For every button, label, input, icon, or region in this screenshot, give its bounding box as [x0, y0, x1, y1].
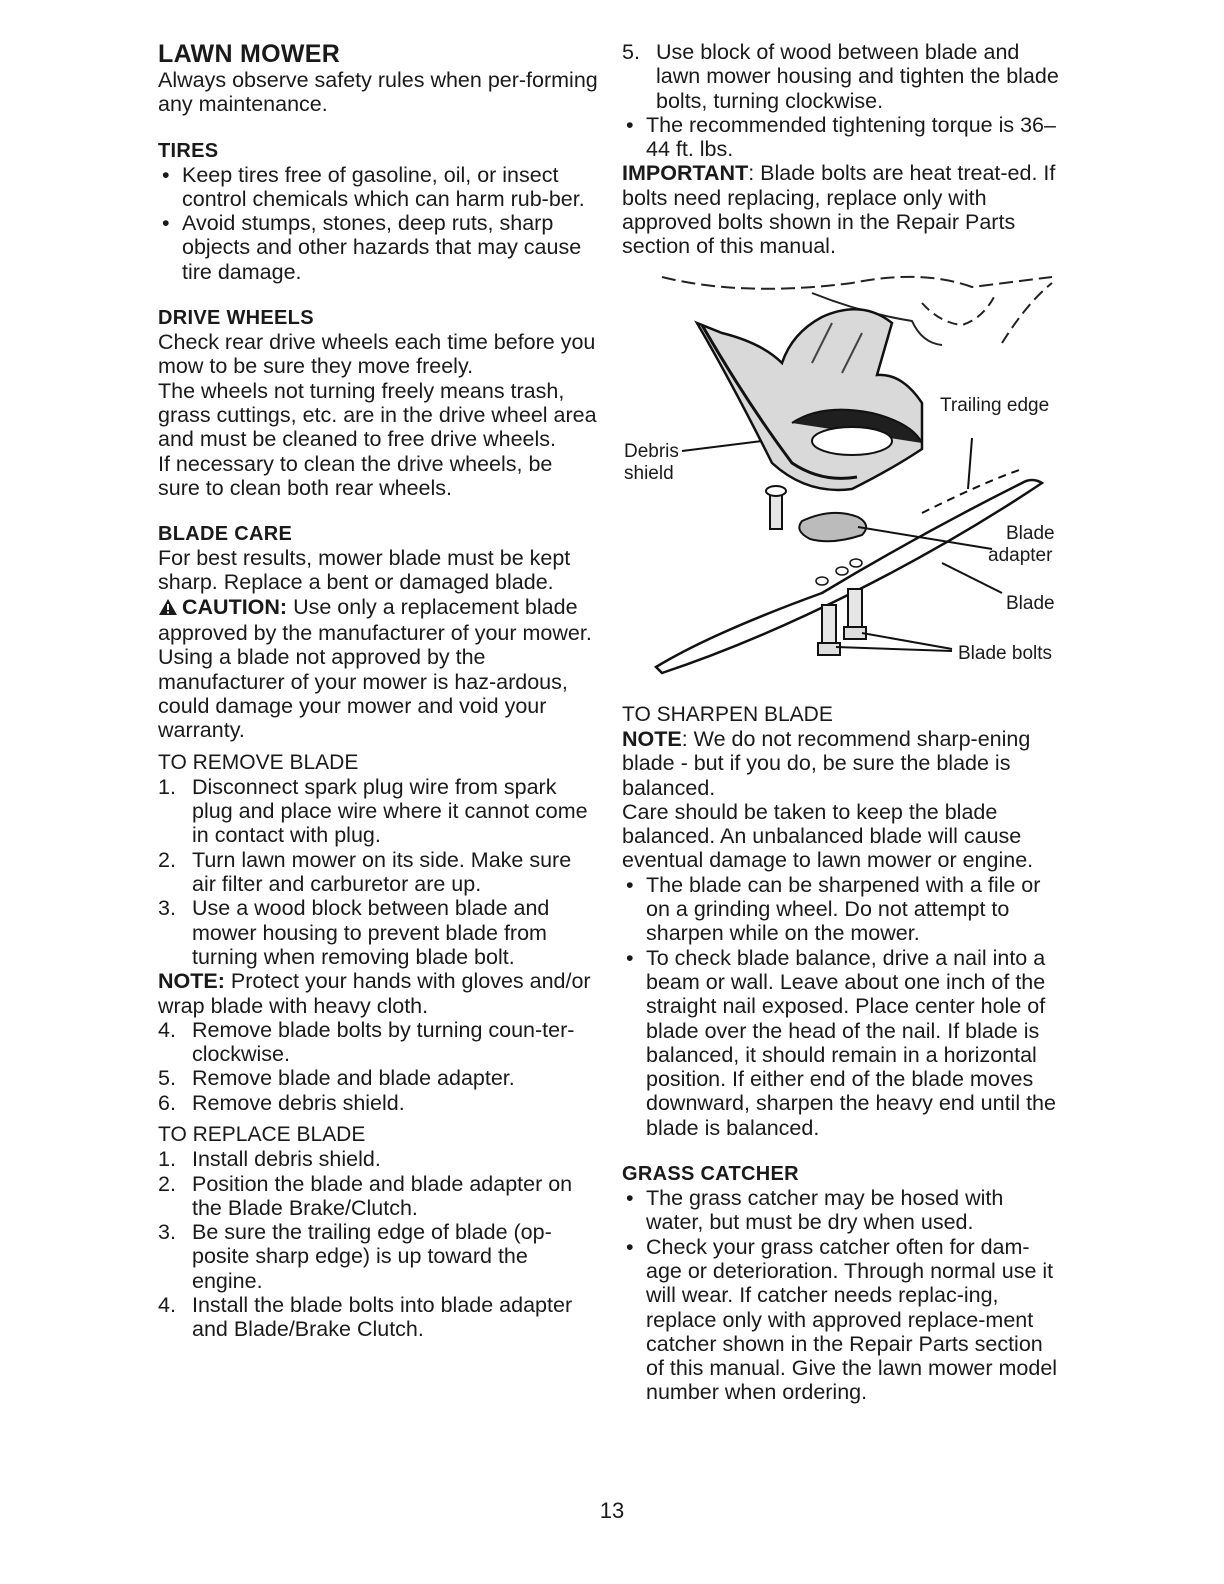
list-item: • Avoid stumps, stones, deep ruts, sharp objects and other hazards that may cause tire damage.: [158, 211, 598, 284]
blade-assembly-illustration: [622, 263, 1062, 703]
lawn-mower-intro: Always observe safety rules when per-forming any maintenance.: [158, 68, 598, 117]
list-item: 2. Turn lawn mower on its side. Make sure air filter and carburetor are up.: [158, 847, 572, 897]
important-paragraph: IMPORTANT: Blade bolts are heat treat-ed. If bolts need replacing, replace only with approved bolts shown in the Repair Parts section of this manual.: [622, 161, 1056, 259]
page-number: 13: [599, 1498, 625, 1523]
caution-text: Use only a replacement blade approved by the manufacturer of your mower. Using a blade not approved by the manufacturer of your mower is haz-ardous, could damage your mower and void your warranty.: [158, 594, 592, 743]
grass-catcher-list: [622, 1186, 1062, 1405]
list-item: 5. Use block of wood between blade and lawn mower housing and tighten the blade bolts, turning clockwise.: [622, 40, 1059, 113]
sharpen-blade-note: NOTE: We do not recommend sharp-ening blade - but if you do, be sure the blade is balanced.: [622, 726, 1031, 800]
leader-blade-bolts: [836, 647, 952, 651]
label-debris-shield-line1: Debris: [624, 440, 679, 462]
label-blade: Blade: [1006, 592, 1055, 614]
list-item: 3. Be sure the trailing edge of blade (op-posite sharp edge) is up toward the engine.: [158, 1220, 552, 1293]
label-debris-shield-line2: shield: [624, 462, 674, 484]
replace-blade-steps: [158, 1147, 598, 1341]
list-item: 4. Remove blade bolts by turning coun-ter-clockwise.: [158, 1017, 575, 1067]
list-item: • The grass catcher may be hosed with water, but must be dry when used.: [622, 1186, 1062, 1235]
drive-wheels-heading: DRIVE WHEELS: [158, 307, 314, 330]
list-item: • Keep tires free of gasoline, oil, or insect control chemicals which can harm rub-ber.: [158, 163, 598, 212]
drive-wheels-paragraph: The wheels not turning freely means trash, grass cuttings, etc. are in the drive wheel area and must be cleaned to free drive wheels.: [158, 378, 597, 452]
replace-blade-steps-continued: [622, 40, 1062, 113]
right-column: [622, 40, 1062, 1405]
blade-assembly-diagram: [622, 263, 1062, 703]
label-blade-bolts: Blade bolts: [958, 642, 1053, 664]
remove-blade-heading: TO REMOVE BLADE: [158, 750, 359, 774]
warning-triangle-icon: [158, 597, 178, 621]
remove-blade-note: NOTE: Protect your hands with gloves and/or wrap blade with heavy cloth.: [158, 969, 591, 1018]
blade-care-heading: BLADE CARE: [158, 523, 293, 546]
tires-list: [158, 163, 598, 284]
label-trailing-edge: Trailing edge: [940, 394, 1050, 416]
list-item: 2. Position the blade and blade adapter on the Blade Brake/Clutch.: [158, 1171, 573, 1220]
label-blade-adapter-line2: adapter: [988, 544, 1053, 566]
drive-wheels-paragraph: If necessary to clean the drive wheels, be sure to clean both rear wheels.: [158, 451, 553, 500]
sharpen-blade-heading: TO SHARPEN BLADE: [622, 702, 833, 726]
leader-debris-shield: [682, 441, 762, 451]
sharpen-blade-paragraph: Care should be taken to keep the blade balanced. An unbalanced blade will cause eventual damage to lawn mower or engine.: [622, 799, 1034, 873]
list-item: • The blade can be sharpened with a file or on a grinding wheel. Do not attempt to sharpen while on the mower.: [622, 873, 1062, 946]
left-column: [158, 40, 598, 1342]
list-item: 1. Disconnect spark plug wire from spark plug and place wire where it cannot come in contact with plug.: [158, 774, 588, 848]
replace-blade-heading: TO REPLACE BLADE: [158, 1122, 366, 1146]
list-item: 4. Install the blade bolts into blade adapter and Blade/Brake Clutch.: [158, 1293, 573, 1342]
list-item: • Check your grass catcher often for dam-age or deterioration. Through normal use it will wear. If catcher needs replac-ing, replace only with approved replace-ment catcher shown in the Repair Parts section of this manual. Give the lawn mower model number when ordering.: [622, 1235, 1062, 1405]
grass-catcher-heading: GRASS CATCHER: [622, 1163, 799, 1186]
blade-care-paragraph: For best results, mower blade must be kept sharp. Replace a bent or damaged blade.: [158, 546, 571, 595]
caution-paragraph: [158, 595, 598, 743]
list-item: 5. Remove blade and blade adapter.: [158, 1066, 515, 1091]
tires-heading: TIRES: [158, 139, 219, 162]
sharpen-blade-list: [622, 873, 1062, 1140]
caution-label: CAUTION:: [182, 594, 288, 619]
remove-blade-steps: [158, 775, 598, 969]
list-item: 1. Install debris shield.: [158, 1147, 381, 1172]
label-blade-adapter-line1: Blade: [1006, 522, 1055, 544]
leader-trailing-edge: [968, 438, 972, 489]
drive-wheels-paragraph: Check rear drive wheels each time before you mow to be sure they move freely.: [158, 330, 596, 379]
list-item: • To check blade balance, drive a nail into a beam or wall. Leave about one inch of the straight nail exposed. Place center hole of blade over the head of the nail. If blade is balanced, it should remain in a horizontal position. If either end of the blade moves downward, sharpen the heavy end until the blade is balanced.: [622, 946, 1062, 1140]
torque-list: [622, 113, 1062, 162]
list-item: • The recommended tightening torque is 36–44 ft. lbs.: [622, 113, 1062, 162]
remove-blade-steps-continued: [158, 1018, 598, 1115]
leader-blade: [942, 563, 1002, 593]
list-item: 3. Use a wood block between blade and mower housing to prevent blade from turning when removing blade bolt.: [158, 896, 550, 969]
list-item: 6. Remove debris shield.: [158, 1090, 405, 1115]
lawn-mower-heading: LAWN MOWER: [158, 40, 341, 68]
